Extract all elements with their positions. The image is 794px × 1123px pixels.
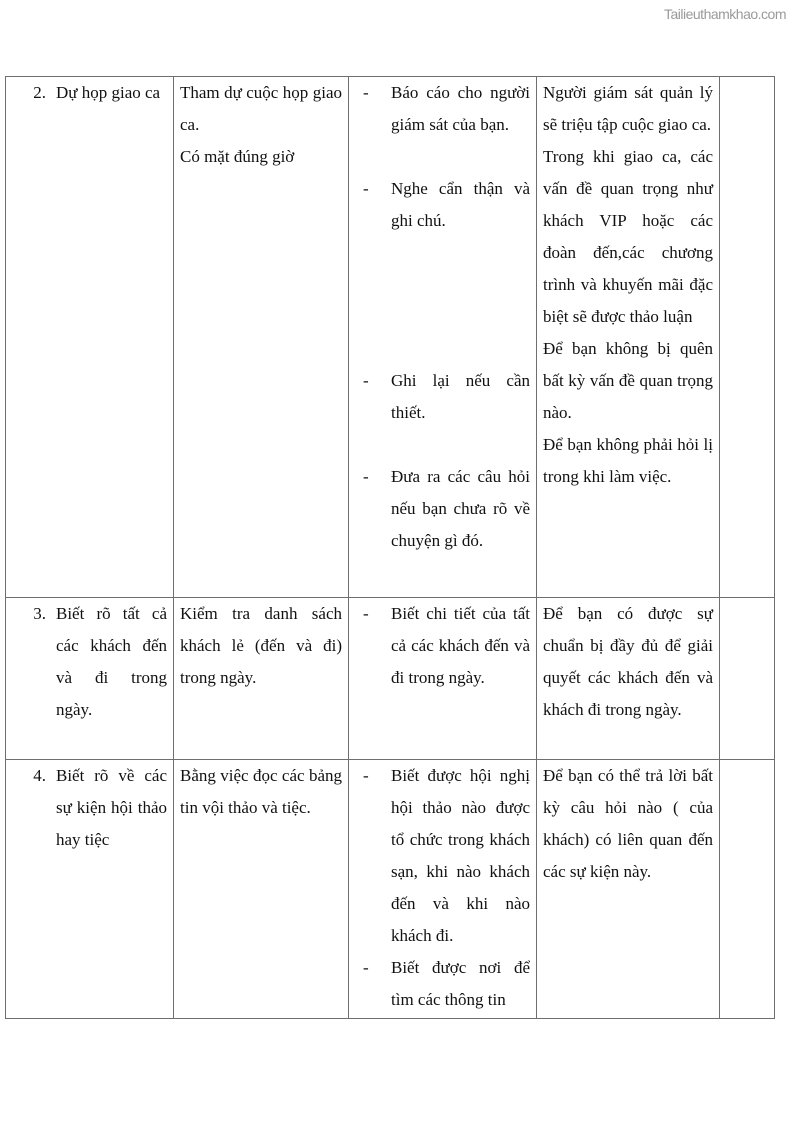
notes-cell — [720, 598, 775, 760]
procedure-table — [5, 76, 775, 1019]
row-number: 3. — [33, 604, 46, 623]
step-text: Nghe cẩn thận và ghi chú. — [391, 179, 530, 230]
notes-cell — [720, 77, 775, 598]
task-text: Biết rõ về các sự kiện hội thảo hay tiệc — [56, 766, 167, 849]
row-number: 2. — [33, 83, 46, 102]
method-text: Tham dự cuộc họp giao ca. — [180, 83, 342, 134]
step-item — [355, 141, 530, 237]
step-item — [355, 461, 530, 557]
row-number: 4. — [33, 766, 46, 785]
method-cell — [174, 598, 349, 760]
method-cell — [174, 77, 349, 598]
step-item — [355, 365, 530, 429]
step-item — [355, 760, 530, 952]
reason-text: Người giám sát quản lý sẽ triệu tập cuộc giao ca. — [543, 83, 713, 134]
method-cell — [174, 760, 349, 1019]
step-text: Biết được hội nghị hội thảo nào được tổ chức trong khách sạn, khi nào khách đến và khi nào khách đi. — [391, 766, 530, 945]
bullet-dash: - — [363, 958, 369, 977]
step-item — [355, 77, 530, 141]
reason-cell — [537, 598, 720, 760]
method-text: Kiểm tra danh sách khách lẻ (đến và đi) trong ngày. — [180, 604, 342, 687]
table-row — [6, 760, 775, 1019]
reason-text: Trong khi giao ca, các vấn đề quan trọng như khách VIP hoặc các đoàn đến,các chương trình và khuyến mãi đặc biệt sẽ được thảo luận — [543, 147, 713, 326]
steps-cell — [349, 598, 537, 760]
table-row — [6, 77, 775, 598]
step-text: Ghi lại nếu cần thiết. — [391, 371, 530, 422]
bullet-dash: - — [363, 179, 369, 198]
bullet-dash: - — [363, 604, 369, 623]
reason-text: Để bạn có được sự chuẩn bị đầy đủ để giải quyết các khách đến và khách đi trong ngày. — [543, 604, 713, 719]
task-text: Biết rõ tất cả các khách đến và đi trong ngày. — [56, 604, 167, 719]
reason-text: Để bạn có thể trả lời bất kỳ câu hỏi nào ( của khách) có liên quan đến các sự kiện này. — [543, 766, 713, 881]
step-text: Báo cáo cho người giám sát của bạn. — [391, 83, 530, 134]
task-text: Dự họp giao ca — [56, 83, 161, 102]
task-cell — [6, 598, 174, 760]
reason-text: Để bạn không bị quên bất kỳ vấn đề quan trọng nào. — [543, 339, 713, 422]
step-item — [355, 598, 530, 694]
bullet-dash: - — [363, 766, 369, 785]
step-text: Đưa ra các câu hỏi nếu bạn chưa rõ về chuyện gì đó. — [391, 467, 530, 550]
reason-cell — [537, 77, 720, 598]
task-cell — [6, 77, 174, 598]
step-item — [355, 952, 530, 1016]
bullet-dash: - — [363, 83, 369, 102]
bullet-dash: - — [363, 467, 369, 486]
watermark: Tailieuthamkhao.com — [663, 6, 786, 22]
table-row — [6, 598, 775, 760]
step-text: Biết chi tiết của tất cả các khách đến và đi trong ngày. — [391, 604, 530, 687]
notes-cell — [720, 760, 775, 1019]
reason-cell — [537, 760, 720, 1019]
step-text: Biết được nơi để tìm các thông tin — [391, 958, 530, 1009]
method-text: Bằng việc đọc các bảng tin vội thảo và tiệc. — [180, 766, 342, 817]
steps-cell — [349, 77, 537, 598]
method-text: Có mặt đúng giờ — [180, 147, 295, 166]
steps-cell — [349, 760, 537, 1019]
bullet-dash: - — [363, 371, 369, 390]
reason-text: Để bạn không phải hỏi lị trong khi làm việc. — [543, 435, 713, 486]
task-cell — [6, 760, 174, 1019]
